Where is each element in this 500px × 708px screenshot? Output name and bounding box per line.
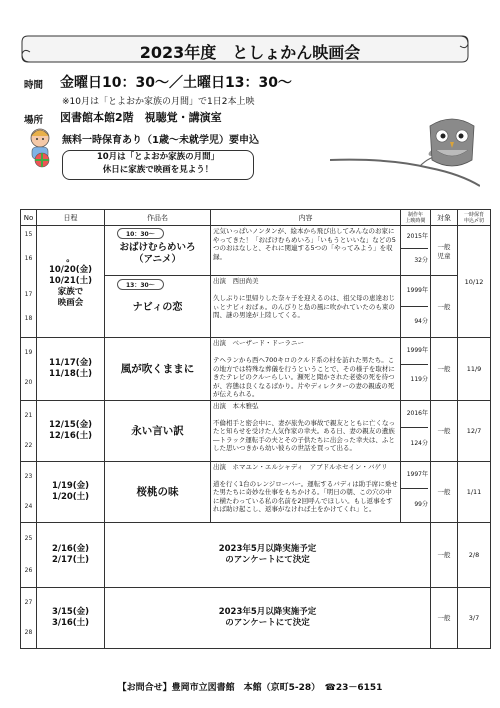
header-title: 作品名 xyxy=(105,210,211,226)
film-title-cell xyxy=(105,226,211,276)
target-audience: 一般 xyxy=(431,522,458,587)
film-description: 出演 西田尚美 久しぶりに里帰りした奈々子を迎えるのは、祖父母の恵達おじぃとナビィおばぁ。のんびりと島の風に吹かれていたのも束の間、謎の男達が上陸してくる。 xyxy=(211,276,401,338)
childcare-deadline: 11/9 xyxy=(458,338,491,401)
time-note: ※10月は「とよおか家族の月間」で1日2本上映 xyxy=(62,97,255,107)
date-november: 11/17(金) 11/18(土) xyxy=(37,338,105,401)
film-description: 元気いっぱいノンタンが、絵本から飛び出してみんなのお家にやってきた！「おばけむらめいろ」「いもうといいな」などの5つのおはなしと、それに関連する5つの「やってみよう」を収録。 xyxy=(211,226,401,276)
title-to-be-decided: 2023年5月以降実施予定 のアンケートにて決定 xyxy=(105,587,431,648)
place-label: 場所 xyxy=(24,115,44,126)
showtime-badge: 13：30～ xyxy=(117,279,164,290)
film-description: 出演 ホマユン・エルシャディ アブドルホセイン・バゲリ 道を行く1台のレンジローバー。運転するバディは助手席に乗せた男たちに奇妙な仕事をもちかける。「明日の朝、この穴の中に横たわっている私の名前を2回呼んでほしい。もし返事をすれば助け起こし、返事がなければ土をかけてくれ」と。 xyxy=(211,461,401,522)
table-row xyxy=(21,226,491,276)
target-audience: 一般 xyxy=(431,338,458,401)
childcare-deadline: 2/8 xyxy=(458,522,491,587)
row-numbers: 19 20 xyxy=(21,338,37,401)
target-audience: 一般 xyxy=(431,461,458,522)
header-year: 制作年 上映時間 xyxy=(401,210,431,226)
child-with-balloon-icon xyxy=(22,124,64,168)
table-row xyxy=(21,338,491,401)
showtime-badge: 10：30～ xyxy=(117,228,164,239)
table-row xyxy=(21,461,491,522)
film-title-cell xyxy=(105,276,211,338)
childcare-text: 無料一時保育あり（1歳～未就学児）要申込 xyxy=(62,135,259,146)
callout-line-2: 休日に家族で映画を見よう！ xyxy=(102,165,214,175)
year-duration: 1999年 119分 xyxy=(401,338,431,401)
header-deadline: 一時保育 申込〆切 xyxy=(458,210,491,226)
film-title: ナビィの恋 xyxy=(132,302,183,313)
header-target: 対象 xyxy=(431,210,458,226)
time-label: 時間 xyxy=(24,80,44,91)
header-date: 日程 xyxy=(37,210,105,226)
film-title: 永い言い訳 xyxy=(105,400,211,461)
target-audience: 一般 児童 xyxy=(431,226,458,276)
target-audience: 一般 xyxy=(431,400,458,461)
childcare-deadline: 3/7 xyxy=(458,587,491,648)
year-duration: 2016年 124分 xyxy=(401,400,431,461)
year-duration: 2015年 32分 xyxy=(401,226,431,276)
header-no: No xyxy=(21,210,37,226)
target-audience: 一般 xyxy=(431,276,458,338)
date-march: 3/15(金) 3/16(土) xyxy=(37,587,105,648)
film-description: 出演 ベーザード・ドーラニー テヘランから西へ700キロのクルド系の村を訪れた男たち。この地方では特殊な葬儀を行うということで、その様子を取材にきたテレビのクルーらしい。瀕死と聞かされた老婆の死を待つが、容態は良くなるばかり。片やディレクターの妻の親戚の死が伝えられる。 xyxy=(211,338,401,401)
table-row xyxy=(21,587,491,648)
film-title: おばけむらめいろ （アニメ） xyxy=(119,242,196,265)
date-february: 2/16(金) 2/17(土) xyxy=(37,522,105,587)
date-december: 12/15(金) 12/16(土) xyxy=(37,400,105,461)
film-title: 風が吹くままに xyxy=(105,338,211,401)
year-duration: 1997年 99分 xyxy=(401,461,431,522)
film-title: 桜桃の味 xyxy=(105,461,211,522)
year-duration: 1999年 94分 xyxy=(401,276,431,338)
film-description: 出演 本木雅弘 不倫相手と密会中に、妻が旅先の事故で親友とともに亡くなったと知らせを受けた人気作家の幸夫。ある日、妻の親友の遺族―トラック運転手の夫とその子供たちに出会った幸夫は、ふとした思いつきから幼い彼らの世話を買って出る。 xyxy=(211,400,401,461)
title-to-be-decided: 2023年5月以降実施予定 のアンケートにて決定 xyxy=(105,522,431,587)
page-title: 2023年度 としょかん映画会 xyxy=(139,43,361,62)
header-content: 内容 xyxy=(211,210,401,226)
callout-line-1: 10月は「とよおか家族の月間」 xyxy=(96,152,220,162)
row-numbers: 27 28 xyxy=(21,587,37,648)
family-month-callout xyxy=(62,150,254,180)
date-january: 1/19(金) 1/20(土) xyxy=(37,461,105,522)
table-row xyxy=(21,522,491,587)
childcare-deadline: 12/7 xyxy=(458,400,491,461)
contact-footer: 【お問合せ】豊岡市立図書館 本館（京町5-28） ☎23－6151 xyxy=(117,683,383,693)
screening-schedule-table xyxy=(20,209,491,649)
childcare-deadline: 1/11 xyxy=(458,461,491,522)
place-value: 図書館本館2階 視聴覚・講演室 xyxy=(60,111,222,124)
row-numbers: 23 24 xyxy=(21,461,37,522)
table-row xyxy=(21,400,491,461)
time-value: 金曜日10：30～／土曜日13：30～ xyxy=(60,75,292,91)
target-audience: 一般 xyxy=(431,587,458,648)
date-october: 。 10/20(金) 10/21(土) 家族で 映画会 xyxy=(37,226,105,338)
childcare-deadline: 10/12 xyxy=(458,226,491,338)
row-numbers: 15 16 17 18 xyxy=(21,226,37,338)
row-numbers: 25 26 xyxy=(21,522,37,587)
owl-on-branch-icon xyxy=(330,112,480,192)
row-numbers: 21 22 xyxy=(21,400,37,461)
table-header-row xyxy=(21,210,491,226)
